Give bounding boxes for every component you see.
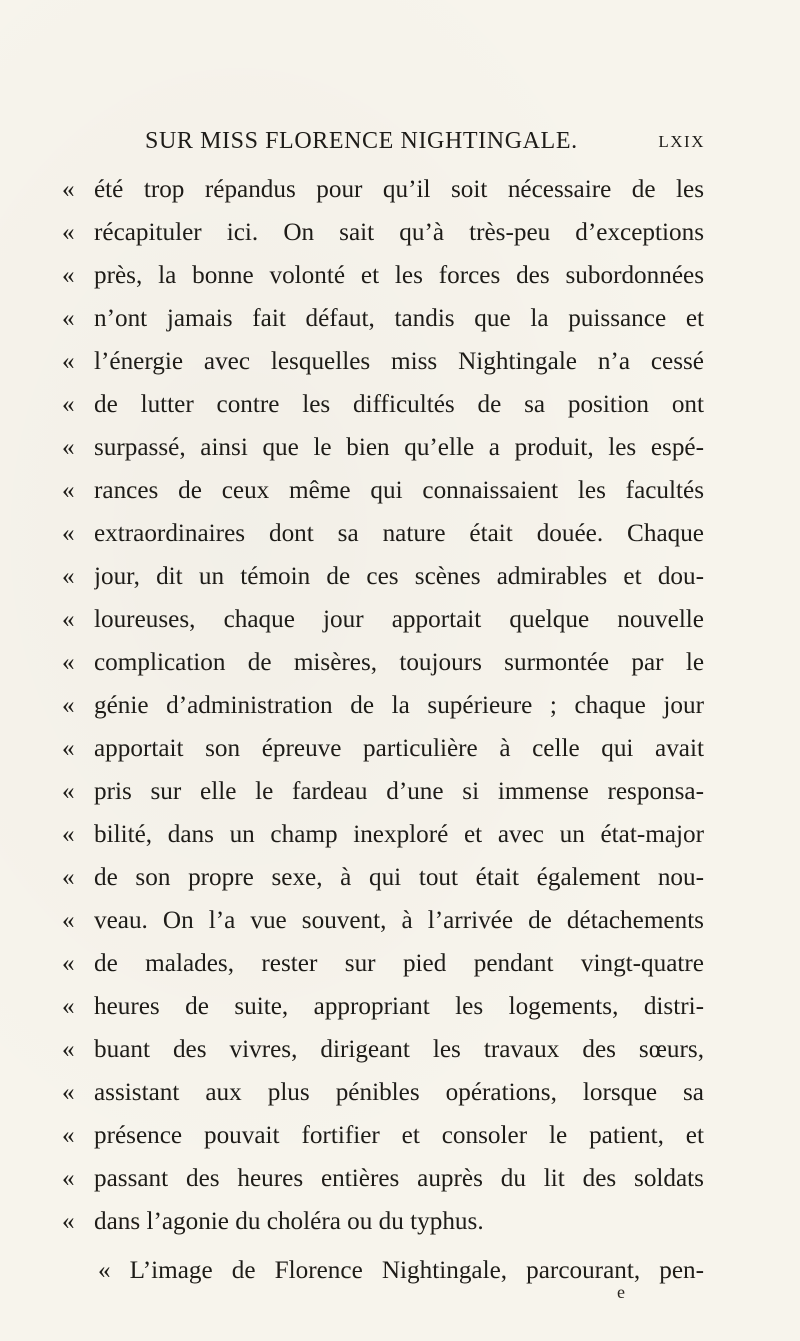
text-line bbox=[62, 426, 704, 469]
quote-mark: « bbox=[62, 1122, 75, 1149]
line-text: dans l’agonie du choléra ou du typhus. bbox=[94, 1208, 484, 1235]
text-line bbox=[62, 340, 704, 383]
line-text: heures de suite, appropriant les logements, distri- bbox=[94, 993, 704, 1020]
quote-mark: « bbox=[62, 176, 75, 203]
page-header bbox=[145, 128, 705, 160]
signature-mark: e bbox=[617, 1282, 625, 1302]
quote-mark: « bbox=[62, 305, 75, 332]
text-line bbox=[62, 1157, 704, 1200]
quote-mark: « bbox=[62, 219, 75, 246]
quote-mark: « bbox=[62, 950, 75, 977]
quote-mark: « bbox=[62, 1036, 75, 1063]
quote-mark: « bbox=[62, 391, 75, 418]
text-line bbox=[62, 469, 704, 512]
quote-mark: « bbox=[62, 262, 75, 289]
body-text bbox=[62, 168, 704, 1292]
quote-mark: « bbox=[62, 649, 75, 676]
line-text: assistant aux plus pénibles opérations, lorsque sa bbox=[94, 1079, 704, 1106]
line-text: buant des vivres, dirigeant les travaux des sœurs, bbox=[94, 1036, 704, 1063]
quote-mark: « bbox=[62, 864, 75, 891]
text-line bbox=[62, 297, 704, 340]
quote-mark: « bbox=[62, 778, 75, 805]
line-text: passant des heures entières auprès du lit des soldats bbox=[94, 1165, 704, 1192]
text-line bbox=[62, 985, 704, 1028]
text-line bbox=[62, 942, 704, 985]
line-text: récapituler ici. On sait qu’à très-peu d’exceptions bbox=[94, 219, 704, 246]
line-text: génie d’administration de la supérieure ; chaque jour bbox=[94, 692, 704, 719]
line-text: de son propre sexe, à qui tout était également nou- bbox=[94, 864, 704, 891]
text-line-last bbox=[62, 1200, 704, 1243]
text-line bbox=[62, 727, 704, 770]
quote-mark: « bbox=[62, 520, 75, 547]
line-text: extraordinaires dont sa nature était douée. Chaque bbox=[94, 520, 704, 547]
quote-mark: « bbox=[62, 1079, 75, 1106]
line-text: complication de misères, toujours surmontée par le bbox=[94, 649, 704, 676]
text-line bbox=[62, 899, 704, 942]
quote-mark: « bbox=[62, 434, 75, 461]
text-line bbox=[62, 641, 704, 684]
line-text: n’ont jamais fait défaut, tandis que la puissance et bbox=[94, 305, 704, 332]
line-text: veau. On l’a vue souvent, à l’arrivée de détachements bbox=[94, 907, 704, 934]
line-text: apportait son épreuve particulière à celle qui avait bbox=[94, 735, 704, 762]
quote-mark: « bbox=[62, 692, 75, 719]
text-line bbox=[62, 254, 704, 297]
quote-mark: « bbox=[62, 477, 75, 504]
quote-mark: « bbox=[62, 735, 75, 762]
text-line bbox=[62, 856, 704, 899]
line-text: présence pouvait fortifier et consoler le patient, et bbox=[94, 1122, 704, 1149]
line-text: de lutter contre les difficultés de sa position ont bbox=[94, 391, 704, 418]
new-paragraph-line bbox=[62, 1249, 704, 1292]
line-text: rances de ceux même qui connaissaient les facultés bbox=[94, 477, 704, 504]
line-text: surpassé, ainsi que le bien qu’elle a produit, les espé- bbox=[94, 434, 704, 461]
quote-mark: « bbox=[62, 993, 75, 1020]
line-text: pris sur elle le fardeau d’une si immense responsa- bbox=[94, 778, 704, 805]
text-line bbox=[62, 684, 704, 727]
line-text: jour, dit un témoin de ces scènes admirables et dou- bbox=[94, 563, 704, 590]
running-title: SUR MISS FLORENCE NIGHTINGALE. bbox=[145, 128, 578, 154]
line-text: été trop répandus pour qu’il soit nécessaire de les bbox=[94, 176, 704, 203]
quote-mark: « bbox=[62, 606, 75, 633]
quote-mark: « bbox=[62, 563, 75, 590]
text-line bbox=[62, 1114, 704, 1157]
line-text: près, la bonne volonté et les forces des subordonnées bbox=[94, 262, 704, 289]
quote-mark: « bbox=[62, 1165, 75, 1192]
text-line bbox=[62, 211, 704, 254]
text-line bbox=[62, 383, 704, 426]
quote-mark: « bbox=[62, 907, 75, 934]
line-text: l’énergie avec lesquelles miss Nightingale n’a cessé bbox=[94, 348, 704, 375]
quote-mark: « bbox=[62, 821, 75, 848]
text-line bbox=[62, 813, 704, 856]
text-line bbox=[62, 168, 704, 211]
page-number: LXIX bbox=[658, 132, 705, 151]
text-line bbox=[62, 598, 704, 641]
text-line bbox=[62, 1028, 704, 1071]
quote-mark: « bbox=[62, 348, 75, 375]
text-line bbox=[62, 555, 704, 598]
text-line bbox=[62, 1071, 704, 1114]
quote-mark: « bbox=[62, 1208, 75, 1235]
text-line bbox=[62, 512, 704, 555]
paragraph-text: « L’image de Florence Nightingale, parcourant, pen- bbox=[98, 1257, 704, 1284]
line-text: de malades, rester sur pied pendant vingt-quatre bbox=[94, 950, 704, 977]
line-text: bilité, dans un champ inexploré et avec un état-major bbox=[94, 821, 704, 848]
text-line bbox=[62, 770, 704, 813]
line-text: loureuses, chaque jour apportait quelque nouvelle bbox=[94, 606, 704, 633]
